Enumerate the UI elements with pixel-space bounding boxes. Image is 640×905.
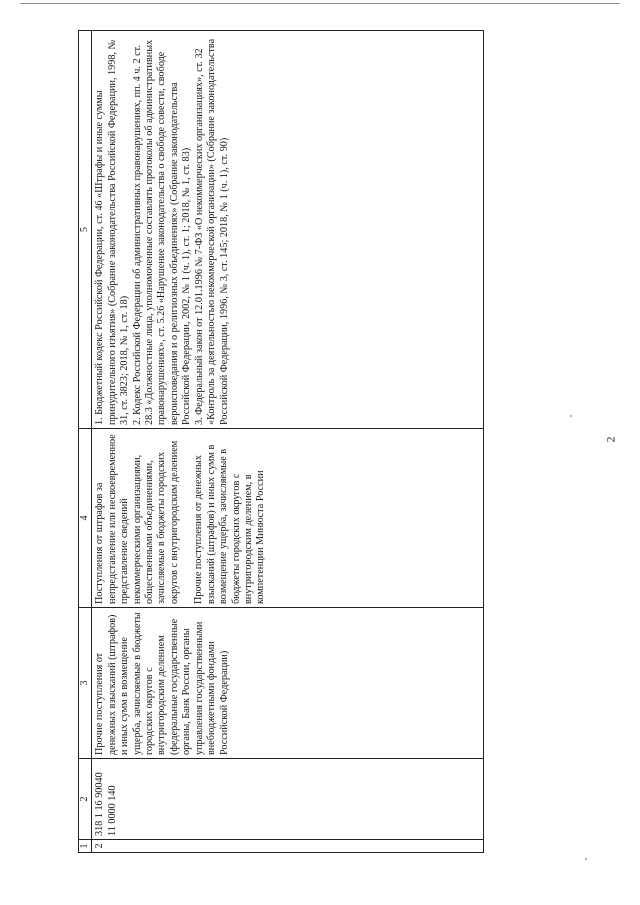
scan-speck <box>585 858 587 860</box>
scan-edge-line <box>20 3 620 4</box>
legal-item-2: 2. Кодекс Российской Федерации об административных правонарушениях, пп. 4 ч. 2 ст. 28.3 «Должностные лица, уполномоченные составлять протоколы об административных правонарушениях», ст. 5.26 «Нарушение законодательства о свободе совести, свободе вероисповедания и о религиозных объединениях» (Собрание законодательства Российской Федерации, 2002, № 1 (ч. 1), ст. 1; 2018, № 1, ст. 83) <box>131 39 193 425</box>
description-paragraph-1: Поступления от штрафов за непредставление или несвоевременное представление сведений некоммерческими организациями, общественными объединениями, зачисляемые в бюджеты городских округов с внутригородским делением <box>94 434 180 604</box>
header-col-4: 4 <box>79 429 92 608</box>
description-paragraph-2: Прочие поступления от денежных взысканий (штрафов) и иных сумм в возмещение ущерба, зачисляемые в бюджеты городских округов с внутригородским делением, в компетенции Минюста России <box>193 444 267 604</box>
page-number: 2 <box>603 436 618 443</box>
header-col-2: 2 <box>79 759 92 840</box>
row-number: 2 <box>92 840 484 853</box>
header-col-5: 5 <box>79 31 92 429</box>
income-description <box>92 429 484 608</box>
header-col-3: 3 <box>79 608 92 759</box>
header-col-1: 1 <box>79 840 92 853</box>
income-name: Прочие поступления от денежных взысканий (штрафов) и иных сумм в возмещение ущерба, зачисляемые в бюджеты городских округов с внутригородским делением (федеральные государственные органы, Банк России, органы управления государственными внебюджетными фондами Российской Федерации) <box>92 608 484 759</box>
budget-code: 318 1 16 90040 11 0000 140 <box>92 759 484 840</box>
income-codes-table <box>78 30 484 853</box>
table-row <box>92 31 484 853</box>
legal-item-3: 3. Федеральный закон от 12.01.1996 № 7-ФЗ «О некоммерческих организациях», ст. 32 «Контроль за деятельностью некоммерческой организации» (Собрание законодательства Российской Федерации, 1996, № 3, ст. 145; 2018, № 1 (ч. 1), ст. 90) <box>193 38 230 425</box>
document-table-frame <box>78 30 484 853</box>
scan-speck <box>570 415 572 417</box>
legal-item-1: 1. Бюджетный кодекс Российской Федерации, ст. 46 «Штрафы и иные суммы принудительного изъятия» (Собрание законодательства Российской Федерации, 1998, № 31, ст. 3823; 2018, № 1, ст. 18) <box>94 39 131 425</box>
table-header-row <box>79 31 92 853</box>
legal-basis <box>92 31 484 429</box>
